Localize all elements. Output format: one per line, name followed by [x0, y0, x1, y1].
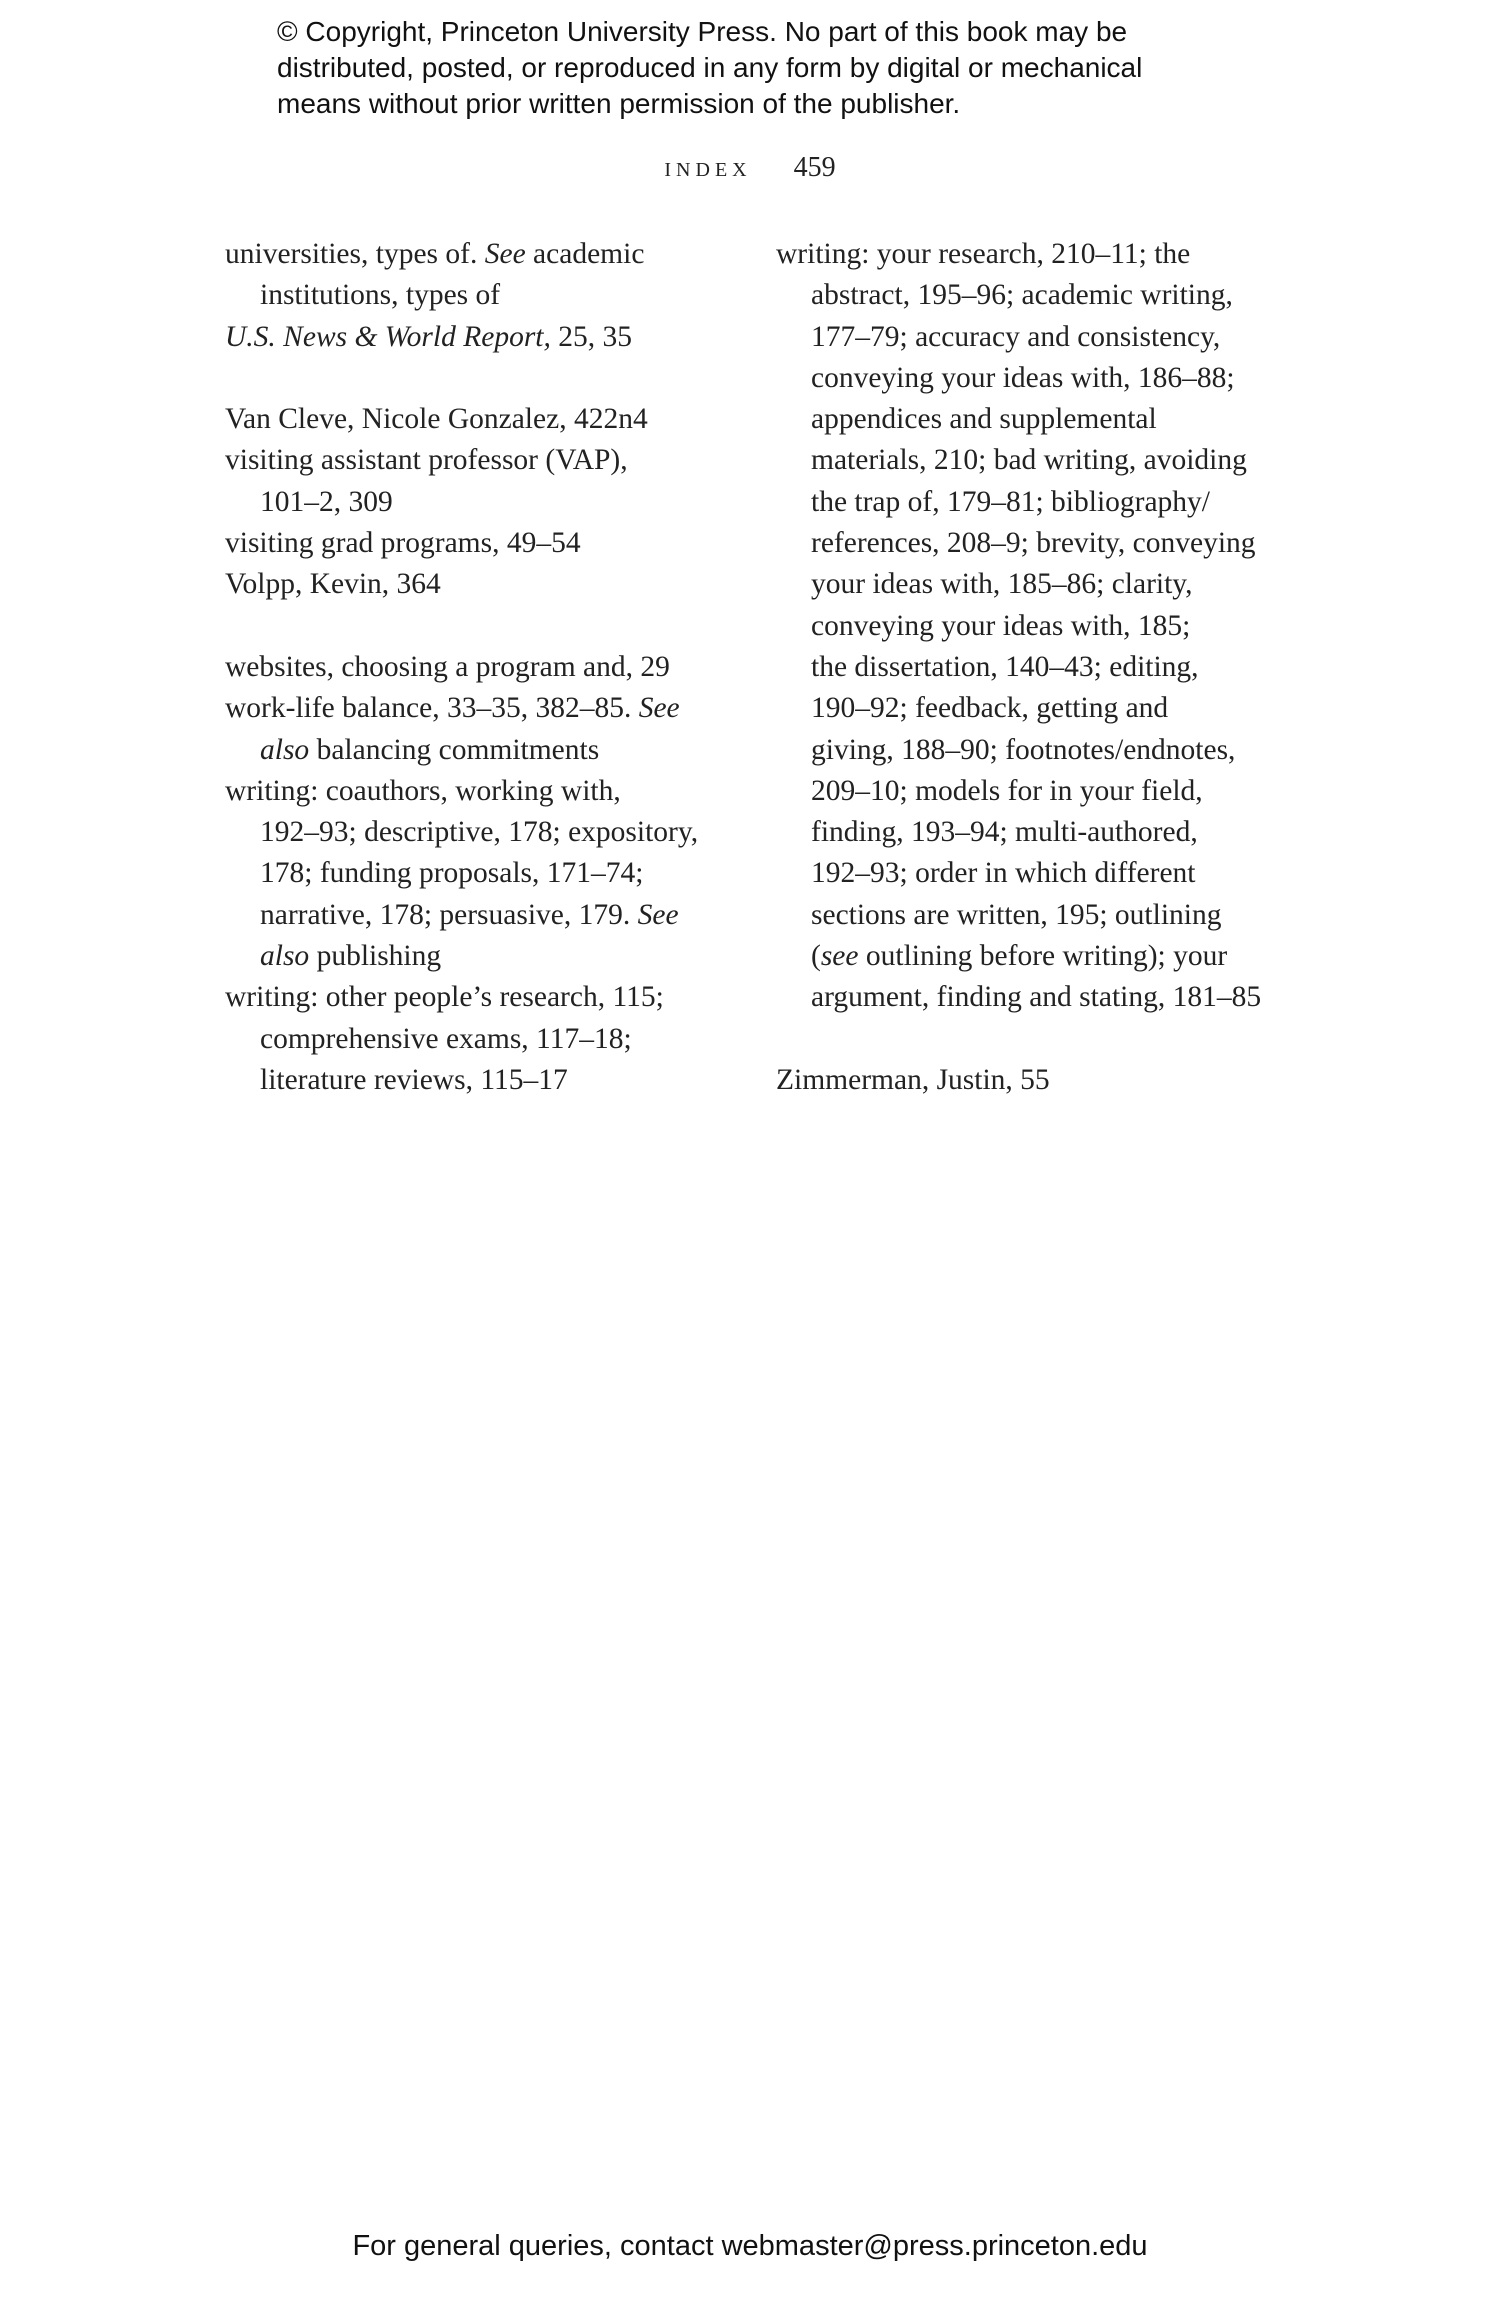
- index-text: 178; funding proposals, 171–74;: [260, 857, 644, 890]
- index-entry-line: [225, 771, 698, 812]
- index-text: narrative, 178; persuasive, 179.: [260, 898, 638, 931]
- running-head-label: INDEX: [664, 159, 752, 181]
- index-text: 192–93; descriptive, 178; expository,: [260, 816, 699, 849]
- index-italic-text: See: [637, 898, 679, 931]
- index-entry-line: [225, 440, 698, 481]
- index-text: 25, 35: [550, 320, 633, 353]
- index-text: outlining before writing); your: [858, 940, 1228, 973]
- index-entry-line: [225, 399, 698, 440]
- index-continuation-line: [225, 936, 698, 977]
- index-entry-line: [225, 688, 698, 729]
- index-text: argument, finding and stating, 181–85: [811, 981, 1262, 1014]
- index-text: 177–79; accuracy and consistency,: [811, 320, 1221, 353]
- index-text: Van Cleve, Nicole Gonzalez, 422n4: [225, 403, 648, 436]
- index-text: work-life balance, 33–35, 382–85.: [225, 692, 639, 725]
- index-text: abstract, 195–96; academic writing,: [811, 279, 1233, 312]
- index-continuation-line: [776, 440, 1261, 481]
- index-entry-line: [225, 234, 698, 275]
- index-entry-line: [776, 1060, 1261, 1101]
- index-italic-text: see: [820, 940, 859, 973]
- index-text: giving, 188–90; footnotes/endnotes,: [811, 733, 1236, 766]
- copyright-line: © Copyright, Princeton University Press. No part of this book may be: [277, 16, 1128, 47]
- index-text: writing: coauthors, working with,: [225, 774, 621, 807]
- index-text: visiting assistant professor (VAP),: [225, 444, 628, 477]
- index-continuation-line: [776, 936, 1261, 977]
- index-continuation-line: [776, 647, 1261, 688]
- index-continuation-line: [225, 853, 698, 894]
- index-text: 209–10; models for in your field,: [811, 774, 1203, 807]
- index-text: writing: other people’s research, 115;: [225, 981, 664, 1014]
- index-text: 190–92; feedback, getting and: [811, 692, 1169, 725]
- index-text: finding, 193–94; multi-authored,: [811, 816, 1198, 849]
- index-italic-text: See: [638, 692, 680, 725]
- index-entry-line: [225, 523, 698, 564]
- index-text: 101–2, 309: [260, 485, 393, 518]
- index-column-right: [776, 234, 1261, 1101]
- index-text: 192–93; order in which different: [811, 857, 1196, 890]
- index-continuation-line: [776, 523, 1261, 564]
- index-continuation-line: [776, 853, 1261, 894]
- index-continuation-line: [225, 1060, 698, 1101]
- index-continuation-line: [776, 317, 1261, 358]
- index-entry-line: [225, 977, 698, 1018]
- copyright-notice: [277, 14, 1142, 122]
- index-continuation-line: [776, 606, 1261, 647]
- index-text: conveying your ideas with, 185;: [811, 609, 1191, 642]
- index-text: the trap of, 179–81; bibliography/: [811, 485, 1210, 518]
- index-text: (: [811, 940, 821, 973]
- index-text: literature reviews, 115–17: [260, 1063, 568, 1096]
- index-spacer: [776, 1019, 1261, 1060]
- index-continuation-line: [225, 812, 698, 853]
- index-text: Zimmerman, Justin, 55: [776, 1063, 1050, 1096]
- copyright-line: means without prior written permission of the publisher.: [277, 88, 961, 119]
- index-text: materials, 210; bad writing, avoiding: [811, 444, 1247, 477]
- index-entry-line: [776, 234, 1261, 275]
- index-text: visiting grad programs, 49–54: [225, 527, 581, 560]
- index-text: writing: your research, 210–11; the: [776, 238, 1191, 270]
- index-text: references, 208–9; brevity, conveying: [811, 527, 1256, 560]
- index-italic-text: See: [484, 238, 526, 270]
- index-continuation-line: [225, 895, 698, 936]
- index-continuation-line: [776, 771, 1261, 812]
- page-number: 459: [793, 152, 836, 183]
- index-text: Volpp, Kevin, 364: [225, 568, 441, 601]
- running-head: [0, 152, 1500, 184]
- index-text: comprehensive exams, 117–18;: [260, 1022, 632, 1055]
- index-spacer: [225, 606, 698, 647]
- index-entry-line: [225, 647, 698, 688]
- index-continuation-line: [776, 812, 1261, 853]
- index-text: universities, types of.: [225, 238, 485, 270]
- index-text: institutions, types of: [260, 279, 501, 312]
- index-continuation-line: [776, 358, 1261, 399]
- index-text: conveying your ideas with, 186–88;: [811, 361, 1235, 394]
- index-continuation-line: [776, 482, 1261, 523]
- index-continuation-line: [225, 275, 698, 316]
- index-continuation-line: [776, 977, 1261, 1018]
- index-continuation-line: [776, 730, 1261, 771]
- copyright-line: distributed, posted, or reproduced in any form by digital or mechanical: [277, 52, 1143, 83]
- index-text: sections are written, 195; outlining: [811, 898, 1222, 931]
- footer-contact: For general queries, contact webmaster@press.princeton.edu: [352, 2230, 1148, 2262]
- index-continuation-line: [225, 1019, 698, 1060]
- index-continuation-line: [776, 275, 1261, 316]
- index-text: academic: [525, 238, 645, 270]
- index-italic-text: also: [260, 733, 310, 766]
- index-continuation-line: [225, 482, 698, 523]
- index-entry-line: [225, 564, 698, 605]
- index-spacer: [225, 358, 698, 399]
- index-continuation-line: [776, 688, 1261, 729]
- index-entry-line: [225, 317, 698, 358]
- index-continuation-line: [776, 564, 1261, 605]
- index-continuation-line: [776, 895, 1261, 936]
- index-text: the dissertation, 140–43; editing,: [811, 650, 1199, 683]
- index-text: publishing: [309, 940, 442, 973]
- index-italic-text: also: [260, 940, 310, 973]
- index-text: balancing commitments: [309, 733, 600, 766]
- index-text: your ideas with, 185–86; clarity,: [811, 568, 1193, 601]
- index-text: websites, choosing a program and, 29: [225, 650, 670, 683]
- index-continuation-line: [776, 399, 1261, 440]
- index-column-left: [225, 234, 698, 1101]
- index-italic-text: U.S. News & World Report,: [225, 320, 551, 353]
- index-text: appendices and supplemental: [811, 403, 1157, 436]
- index-continuation-line: [225, 730, 698, 771]
